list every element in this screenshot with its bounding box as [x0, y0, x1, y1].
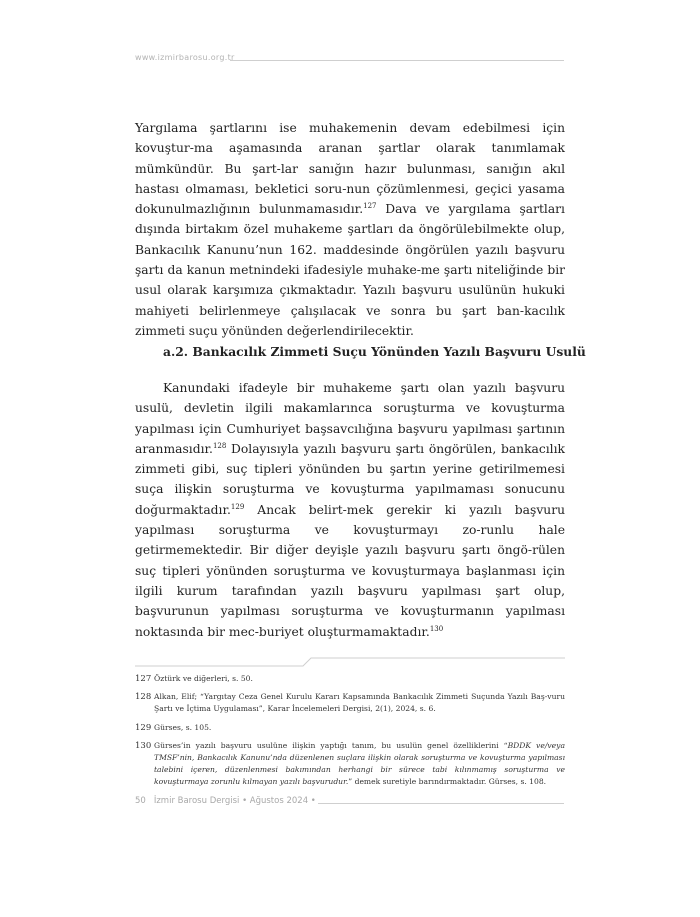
footer-rule [318, 803, 564, 804]
footnote-number: 128 [135, 692, 152, 703]
footnote-number: 130 [135, 740, 152, 751]
header-rule [230, 60, 564, 61]
footnote-130 [135, 740, 565, 789]
paragraph-1-text-a: Yargılama şartlarını ise muhakemenin devam edebilmesi için kovuştur-ma aşamasında aranan şartlar olarak tanımlamak mümkündür. Bu şart-lar sanığın hazır bulunması, sanığın akıl hastası olmaması, bekletici soru-nun çözümlenmesi, geçici yasama dokunulmazlığının bulunmamasıdır. [135, 121, 565, 217]
footnote-text-b: ” demek suretiyle barındırmaktadır. Gürses, s. 108. [348, 777, 547, 787]
paragraph-2-text-a: Kanundaki ifadeyle bir muhakeme şartı olan yazılı başvuru usulü, devletin ilgili makamlarınca soruşturma ve kovuşturma yapılması için Cumhuriyet başsavcılığına başvuru yapılması şartının aranmasıdır. [135, 381, 565, 456]
journal-name: İzmir Barosu Dergisi • Ağustos 2024 • [153, 796, 316, 806]
footnote-129 [135, 722, 565, 734]
paragraph-2-text-c: Ancak belirt-mek gerekir ki yazılı başvuru yapılması soruşturma ve kovuşturmayı zo-runlu hale getirmemektedir. Bir diğer deyişle yazılı başvuru şartı öngö-rülen suç tipleri yönünden soruşturma ve kovuşturmaya başlanması için ilgili kurum tarafından yazılı başvuru yapılması şart olup, başvurunun yapılması soruşturma ve kovuşturmanın yapılması noktasında bir mec-buriyet oluşturmamaktadır. [135, 502, 565, 639]
footnote-ref-128[interactable]: 128 [212, 441, 227, 450]
section-heading: a.2. Bankacılık Zimmeti Suçu Yönünden Yazılı Başvuru Usulü [163, 344, 586, 359]
footnote-text: Alkan, Elif; “Yargıtay Ceza Genel Kurulu Kararı Kapsamında Bankacılık Zimmeti Suçunda Yazılı Baş-vuru Şartı ve İçtima Uygulaması”, Karar İncelemeleri Dergisi, 2(1), 2024, s. 6. [154, 692, 565, 714]
footnote-ref-130[interactable]: 130 [429, 624, 444, 633]
footnote-ref-129[interactable]: 129 [230, 502, 245, 511]
footnote-number: 127 [135, 674, 152, 684]
paragraph-1 [135, 118, 565, 341]
footnote-127 [135, 673, 565, 685]
footnote-ref-127[interactable]: 127 [363, 202, 377, 211]
footnote-text: Gürses, s. 105. [154, 722, 212, 732]
footnote-128 [135, 691, 565, 715]
footnote-text [154, 740, 565, 789]
header-url: www.izmirbarosu.org.tr [135, 53, 235, 62]
footnote-number: 129 [135, 722, 152, 733]
paragraph-2 [135, 378, 565, 642]
page-number: 50 [135, 796, 146, 806]
page-footer [135, 796, 316, 806]
footnote-text-a: Gürses’in yazılı başvuru usulüne ilişkin yaptığı tanım, bu usulün genel özelliklerini “ [154, 740, 508, 750]
footnote-separator [135, 657, 565, 667]
footnote-text: Öztürk ve diğerleri, s. 50. [154, 674, 253, 683]
paragraph-2-text-b: Dolayısıyla yazılı başvuru şartı öngörülen, bankacılık zimmeti gibi, suç tipleri yönünden bu şartın yerine getirilmemesi suça ilişkin soruşturma ve kovuşturma yapılmaması sonucunu doğurmaktadır. [135, 441, 565, 517]
paragraph-1-text-b: Dava ve yargılama şartları dışında birtakım özel muhakeme şartları da öngörülebilmekte olup, Bankacılık Kanunu’nun 162. maddesinde öngörülen yazılı başvuru şartı da kanun metnindeki ifadesiyle muhake-me şartı niteliğinde bir usul olarak karşımıza çıkmaktadır. Yazılı başvuru usulünün hukuki mahiyeti belirlenmeye çalışılacak ve sonra bu şart ban-kacılık zimmeti suçu yönünden değerlendirilecektir. [135, 202, 565, 338]
footnotes [135, 673, 565, 795]
footnote-quote: BDDK ve/veya TMSF’nin, Bankacılık Kanunu’nda düzenlenen suçlara ilişkin olarak soruşturma ve kovuşturma yapılması talebini içeren, düzenlenmesi bakımından herhangi bir sürece tabi kılınmamış soruşturma ve kovuşturmaya zorunlu kılmayan yazılı başvurudur. [154, 740, 565, 787]
